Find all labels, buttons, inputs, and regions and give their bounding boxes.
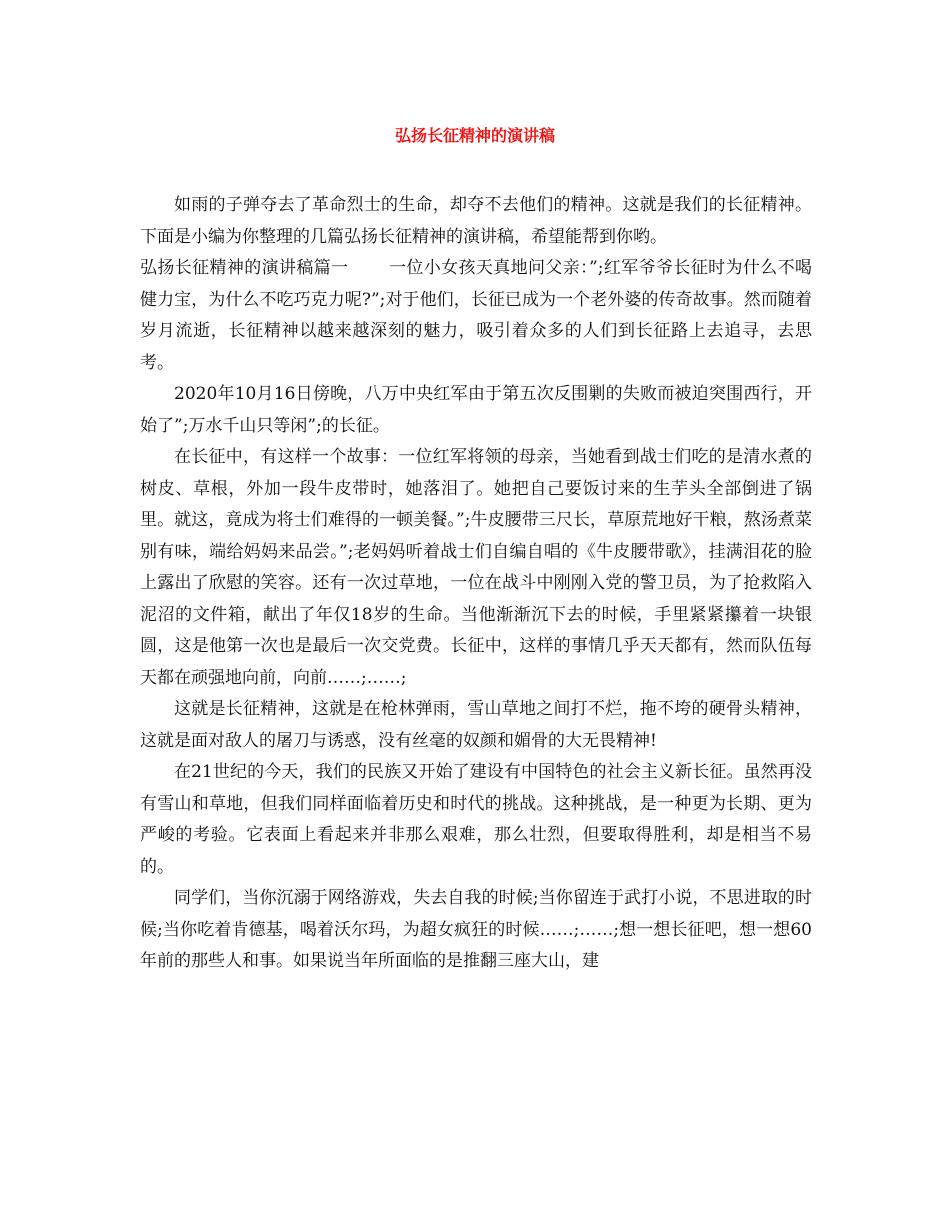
document-body: [140, 190, 812, 978]
document-title: 弘扬长征精神的演讲稿: [394, 126, 555, 145]
paragraph-new-march: 在21世纪的今天，我们的民族又开始了建设有中国特色的社会主义新长征。虽然再没有雪山和草地，但我们同样面临着历史和时代的挑战。这种挑战，是一种更为长期、更为严峻的考验。它表面上看起来并非那么艰难，那么壮烈，但要取得胜利，却是相当不易的。: [140, 762, 812, 877]
paragraph-departure: 2020年10月16日傍晚，八万中央红军由于第五次反围剿的失败而被迫突围西行，开始了”;万水千山只等闲”;的长征。: [140, 384, 812, 436]
paragraph-section-one: [140, 253, 812, 379]
section-one-text: 一位小女孩天真地问父亲：”;红军爷爷长征时为什么不喝健力宝，为什么不吃巧克力呢?”;对于他们，长征已成为一个老外婆的传奇故事。然而随着岁月流逝，长征精神以越来越深刻的魅力，吸引着众多的人们到长征路上去追寻，去思考。: [140, 258, 813, 373]
paragraph-spirit: 这就是长征精神，这就是在枪林弹雨，雪山草地之间打不烂，拖不垮的硬骨头精神，这就是面对敌人的屠刀与诱惑，没有丝毫的奴颜和媚骨的大无畏精神!: [140, 699, 812, 751]
paragraph-students: 同学们，当你沉溺于网络游戏，失去自我的时候;当你留连于武打小说，不思进取的时候;当你吃着肯德基，喝着沃尔玛，为超女疯狂的时候……;……;想一想长征吧，想一想60年前的那些人和事。如果说当年所面临的是推翻三座大山，建: [140, 888, 812, 971]
paragraph-story: 在长征中，有这样一个故事：一位红军将领的母亲，当她看到战士们吃的是清水煮的树皮、草根，外加一段牛皮带时，她落泪了。她把自己要饭讨来的生芋头全部倒进了锅里。就这，竟成为将士们难得的一顿美餐。”;牛皮腰带三尺长，草原荒地好干粮，熬汤煮菜别有味，端给妈妈来品尝。”;老妈妈听着战士们自编自唱的《牛皮腰带歌》，挂满泪花的脸上露出了欣慰的笑容。还有一次过草地，一位在战斗中刚刚入党的警卫员，为了抢救陷入泥沼的文件箱，献出了年仅18岁的生命。当他渐渐沉下去的时候，手里紧紧攥着一块银圆，这是他第一次也是最后一次交党费。长征中，这样的事情几乎天天都有，然而队伍每天都在顽强地向前，向前……;……;: [140, 447, 812, 688]
paragraph-intro: 如雨的子弹夺去了革命烈士的生命，却夺不去他们的精神。这就是我们的长征精神。下面是小编为你整理的几篇弘扬长征精神的演讲稿，希望能帮到你哟。: [140, 195, 812, 247]
section-heading: 弘扬长征精神的演讲稿篇一: [140, 258, 349, 278]
